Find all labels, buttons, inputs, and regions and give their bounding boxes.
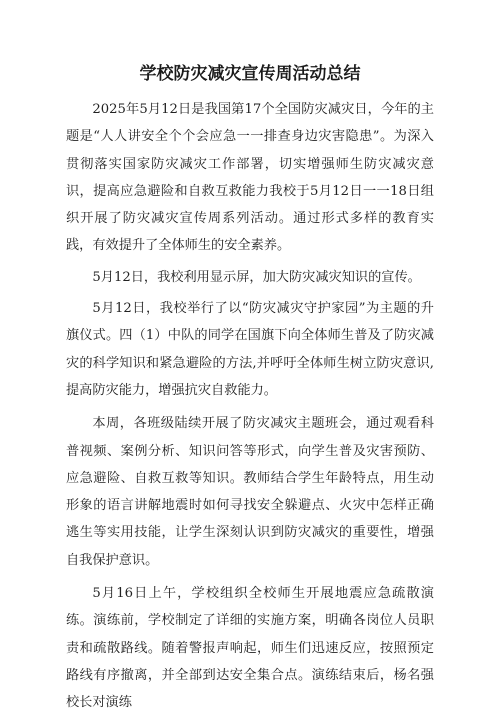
paragraph-theme-intro: 2025年5月12日是我国第17个全国防灾减灾日，今年的主题是“人人讲安全个个会应急一一排查身边灾害隐患”。为深入贯彻落实国家防灾减灾工作部署，切实增强师生防灾减灾意识，提高应急避险和自救互救能力我校于5月12日一一18日组织开展了防灾减灾宣传周系列活动。通过形式多样的教育实践，有效提升了全体师生的安全素养。 [66, 102, 434, 254]
paragraph-flag-ceremony: 5月12日，我校举行了以“防灾减灾守护家园”为主题的升旗仪式。四（1）中队的同学在国旗下向全体师生普及了防灾减灾的科学知识和紧急避险的方法,并呼吁全体师生树立防灾意识,提高防灾能力，增强抗灾自救能力。 [66, 301, 434, 398]
paragraph-display-screen: 5月12日，我校利用显示屏，加大防灾减灾知识的宣传。 [92, 269, 421, 285]
document-body [66, 96, 434, 717]
document-title: 学校防灾减灾宣传周活动总结 [139, 64, 361, 84]
paragraph-evacuation-drill: 5月16日上午，学校组织全校师生开展地震应急疏散演练。演练前，学校制定了详细的实施方案，明确各岗位人员职责和疏散路线。随着警报声响起，师生们迅速反应，按照预定路线有序撤离，并全部到达安全集合点。演练结束后，杨名强校长对演练 [66, 586, 434, 711]
paragraph-class-meetings: 本周，各班级陆续开展了防灾减灾主题班会，通过观看科普视频、案例分析、知识问答等形式，向学生普及灾害预防、应急避险、自救互救等知识。教师结合学生年龄特点，用生动形象的语言讲解地震时如何寻找安全躲避点、火灾中怎样正确逃生等实用技能，让学生深刻认识到防灾减灾的重要性，增强自我保护意识。 [66, 416, 434, 568]
